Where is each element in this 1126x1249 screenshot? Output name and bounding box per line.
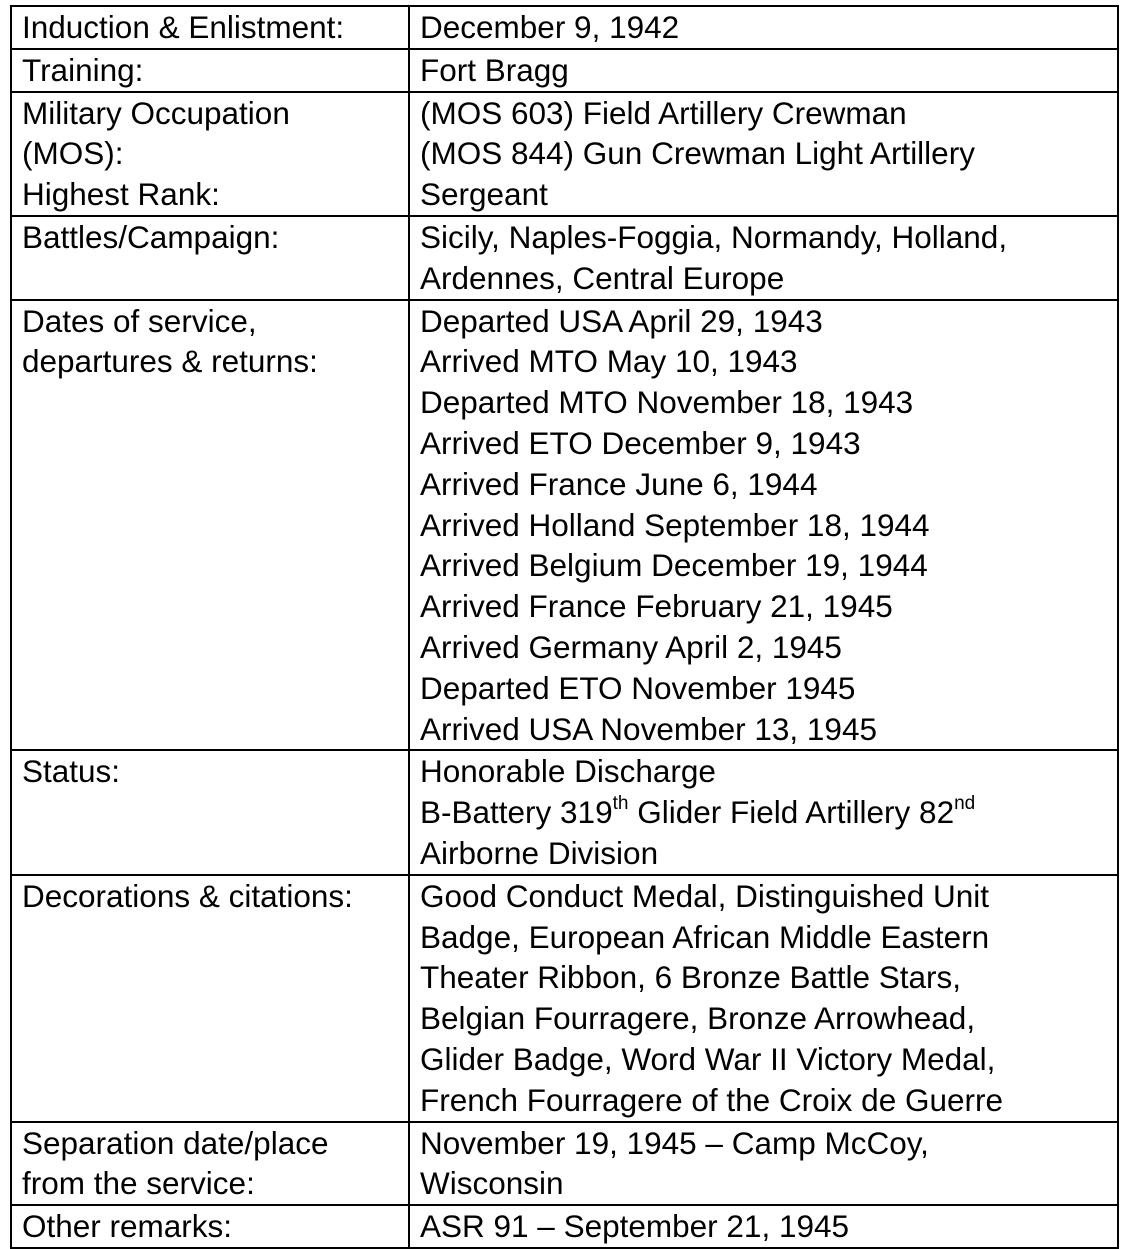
value-cell [409,216,1118,300]
label-line: Decorations & citations: [22,877,353,914]
value-line: Arrived Belgium December 19, 1944 [420,547,928,584]
value-cell [409,49,1118,92]
label-line: (MOS): [22,135,124,172]
label-line: Separation date/place [22,1124,329,1161]
value-line: November 19, 1945 – Camp McCoy, [420,1124,929,1161]
value-line: Good Conduct Medal, Distinguished Unit [420,877,990,914]
row-remarks [11,1205,1118,1248]
value-line: Belgian Fourragere, Bronze Arrowhead, [420,1000,976,1037]
label-line: Battles/Campaign: [22,218,280,255]
row-occupation [11,92,1118,216]
label-cell [11,1205,409,1248]
label-line: from the service: [22,1165,255,1202]
value-line: Arrived Holland September 18, 1944 [420,506,930,543]
label-line: Other remarks: [22,1208,233,1245]
value-cell [409,92,1118,216]
value-line: Badge, European African Middle Eastern [420,918,990,955]
row-induction [11,6,1118,49]
value-line: Glider Badge, Word War II Victory Medal, [420,1040,996,1077]
row-decorations [11,875,1118,1122]
unit-line [420,792,1107,833]
value-line: Arrived France June 6, 1944 [420,465,818,502]
label-line: Highest Rank: [22,176,220,213]
division-line: Airborne Division [420,834,659,871]
value-cell [409,750,1118,874]
value-line: Sergeant [420,176,548,213]
regiment-text: Glider Field Artillery 82 [628,794,955,831]
value-line: Ardennes, Central Europe [420,259,785,296]
ordinal-suffix: th [612,793,629,815]
service-record-table [10,5,1119,1249]
value-line: Honorable Discharge [420,753,716,790]
row-separation [11,1122,1118,1206]
label-cell [11,1122,409,1206]
value-cell [409,1122,1118,1206]
row-training [11,49,1118,92]
label-line: Status: [22,753,121,790]
value-line: (MOS 844) Gun Crewman Light Artillery [420,135,975,172]
label-cell [11,92,409,216]
value-line: Fort Bragg [420,51,569,88]
value-cell [409,300,1118,751]
value-line: Sicily, Naples-Foggia, Normandy, Holland, [420,218,1008,255]
value-line: French Fourragere of the Croix de Guerre [420,1081,1004,1118]
value-line: Departed USA April 29, 1943 [420,302,823,339]
battery-text: B-Battery 319 [420,794,613,831]
row-battles [11,216,1118,300]
label-cell [11,875,409,1122]
value-line: Arrived MTO May 10, 1943 [420,343,798,380]
label-line: Induction & Enlistment: [22,9,345,45]
label-cell [11,6,409,49]
label-cell [11,300,409,751]
value-line: ASR 91 – September 21, 1945 [420,1208,850,1245]
label-line: departures & returns: [22,343,318,380]
value-line: (MOS 603) Field Artillery Crewman [420,94,907,131]
value-line: Departed ETO November 1945 [420,669,856,706]
label-cell [11,750,409,874]
label-line: Dates of service, [22,302,257,339]
value-line: December 9, 1942 [420,9,680,45]
value-line: Departed MTO November 18, 1943 [420,384,914,421]
value-cell [409,6,1118,49]
label-cell [11,49,409,92]
value-cell [409,1205,1118,1248]
label-line: Military Occupation [22,94,290,131]
row-status [11,750,1118,874]
value-line: Theater Ribbon, 6 Bronze Battle Stars, [420,959,962,996]
value-line: Arrived ETO December 9, 1943 [420,424,861,461]
value-line: Arrived USA November 13, 1945 [420,710,877,747]
ordinal-suffix: nd [954,793,976,815]
value-cell [409,875,1118,1122]
value-line: Arrived France February 21, 1945 [420,588,893,625]
row-dates [11,300,1118,751]
label-cell [11,216,409,300]
label-line: Training: [22,51,144,88]
value-line: Wisconsin [420,1165,564,1202]
value-line: Arrived Germany April 2, 1945 [420,628,842,665]
